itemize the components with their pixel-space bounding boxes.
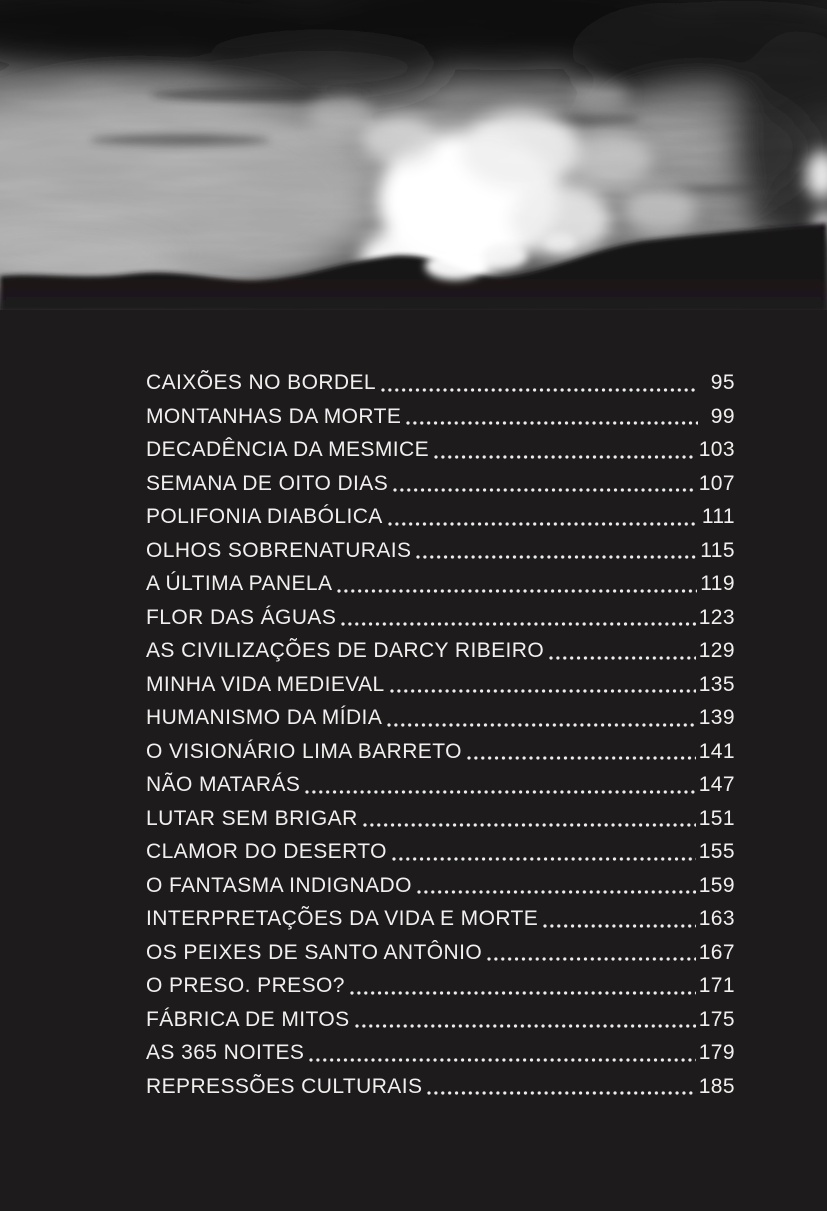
dot-leader [549, 656, 696, 660]
dot-leader [416, 555, 697, 559]
toc-entry [146, 936, 735, 970]
toc-entry [146, 1070, 735, 1104]
dot-leader [363, 823, 696, 827]
chapter-title: REPRESSÕES CULTURAIS [146, 1074, 423, 1098]
toc-entry [146, 1036, 735, 1070]
chapter-title: FLOR DAS ÁGUAS [146, 605, 337, 629]
chapter-title: CLAMOR DO DESERTO [146, 840, 387, 863]
page-number: 179 [698, 1041, 735, 1064]
dot-leader [406, 421, 698, 425]
water-photo [0, 0, 827, 310]
dot-leader [392, 857, 696, 861]
toc-entry [146, 969, 735, 1003]
toc-entry [146, 567, 735, 601]
toc-entry [146, 701, 735, 735]
page-number: 99 [710, 404, 735, 428]
dot-leader [381, 388, 698, 392]
dot-leader [417, 890, 696, 894]
dot-leader [390, 689, 696, 693]
chapter-title: DECADÊNCIA DA MESMICE [146, 438, 430, 461]
dot-leader [305, 790, 695, 794]
chapter-title: NÃO MATARÁS [146, 773, 301, 796]
toc-entry [146, 802, 735, 836]
dot-leader [337, 589, 697, 593]
toc-entry [146, 668, 735, 702]
dot-leader [434, 455, 696, 459]
toc-entry [146, 601, 735, 635]
dot-leader [393, 488, 696, 492]
toc-entry [146, 433, 735, 467]
toc-entry [146, 366, 735, 400]
page-number: 107 [698, 471, 735, 495]
dot-leader [388, 522, 698, 526]
page-number: 103 [698, 438, 735, 461]
page-number: 167 [698, 940, 735, 964]
chapter-title: SEMANA DE OITO DIAS [146, 471, 389, 495]
page-number: 111 [701, 505, 735, 528]
chapter-title: O VISIONÁRIO LIMA BARRETO [146, 739, 462, 763]
chapter-title: FÁBRICA DE MITOS [146, 1007, 350, 1031]
page-number: 175 [698, 1007, 735, 1031]
page-number: 129 [698, 639, 735, 662]
page-number: 155 [698, 840, 735, 863]
chapter-title: O FANTASMA INDIGNADO [146, 873, 412, 897]
chapter-title: INTERPRETAÇÕES DA VIDA E MORTE [146, 907, 539, 930]
toc-entry [146, 1003, 735, 1037]
page-number: 119 [700, 572, 735, 595]
page-number: 147 [698, 773, 735, 796]
toc-entry [146, 534, 735, 568]
toc-entry [146, 500, 735, 534]
page-number: 151 [698, 806, 735, 830]
chapter-title: LUTAR SEM BRIGAR [146, 806, 358, 830]
dot-leader [487, 957, 696, 961]
chapter-title: POLIFONIA DIABÓLICA [146, 505, 383, 528]
dot-leader [543, 924, 695, 928]
table-of-contents [146, 366, 735, 1103]
chapter-title: MONTANHAS DA MORTE [146, 404, 402, 428]
page-number: 171 [698, 974, 735, 997]
page-number: 123 [698, 605, 735, 629]
page-number: 115 [700, 538, 735, 562]
dot-leader [387, 723, 695, 727]
page-number: 159 [698, 873, 735, 897]
dot-leader [467, 756, 696, 760]
dot-leader [355, 1024, 696, 1028]
chapter-title: OS PEIXES DE SANTO ANTÔNIO [146, 940, 483, 964]
chapter-title: OLHOS SOBRENATURAIS [146, 538, 412, 562]
toc-entry [146, 400, 735, 434]
chapter-title: A ÚLTIMA PANELA [146, 572, 333, 595]
page-number: 141 [698, 739, 735, 763]
dot-leader [427, 1091, 695, 1095]
chapter-title: AS CIVILIZAÇÕES DE DARCY RIBEIRO [146, 639, 545, 662]
chapter-title: AS 365 NOITES [146, 1041, 305, 1064]
toc-entry [146, 634, 735, 668]
water-photo-graphic [0, 0, 827, 310]
dot-leader [350, 991, 696, 995]
chapter-title: HUMANISMO DA MÍDIA [146, 706, 383, 729]
toc-entry [146, 902, 735, 936]
toc-entry [146, 467, 735, 501]
toc-entry [146, 869, 735, 903]
toc-entry [146, 768, 735, 802]
chapter-title: MINHA VIDA MEDIEVAL [146, 672, 385, 696]
page-number: 135 [698, 672, 735, 696]
page-number: 139 [698, 706, 735, 729]
page-number: 95 [710, 371, 735, 394]
chapter-title: CAIXÕES NO BORDEL [146, 371, 377, 394]
chapter-title: O PRESO. PRESO? [146, 974, 345, 997]
dot-leader [341, 622, 695, 626]
page-number: 185 [698, 1074, 735, 1098]
toc-entry [146, 735, 735, 769]
dot-leader [309, 1058, 695, 1062]
page-number: 163 [698, 907, 735, 930]
toc-entry [146, 835, 735, 869]
